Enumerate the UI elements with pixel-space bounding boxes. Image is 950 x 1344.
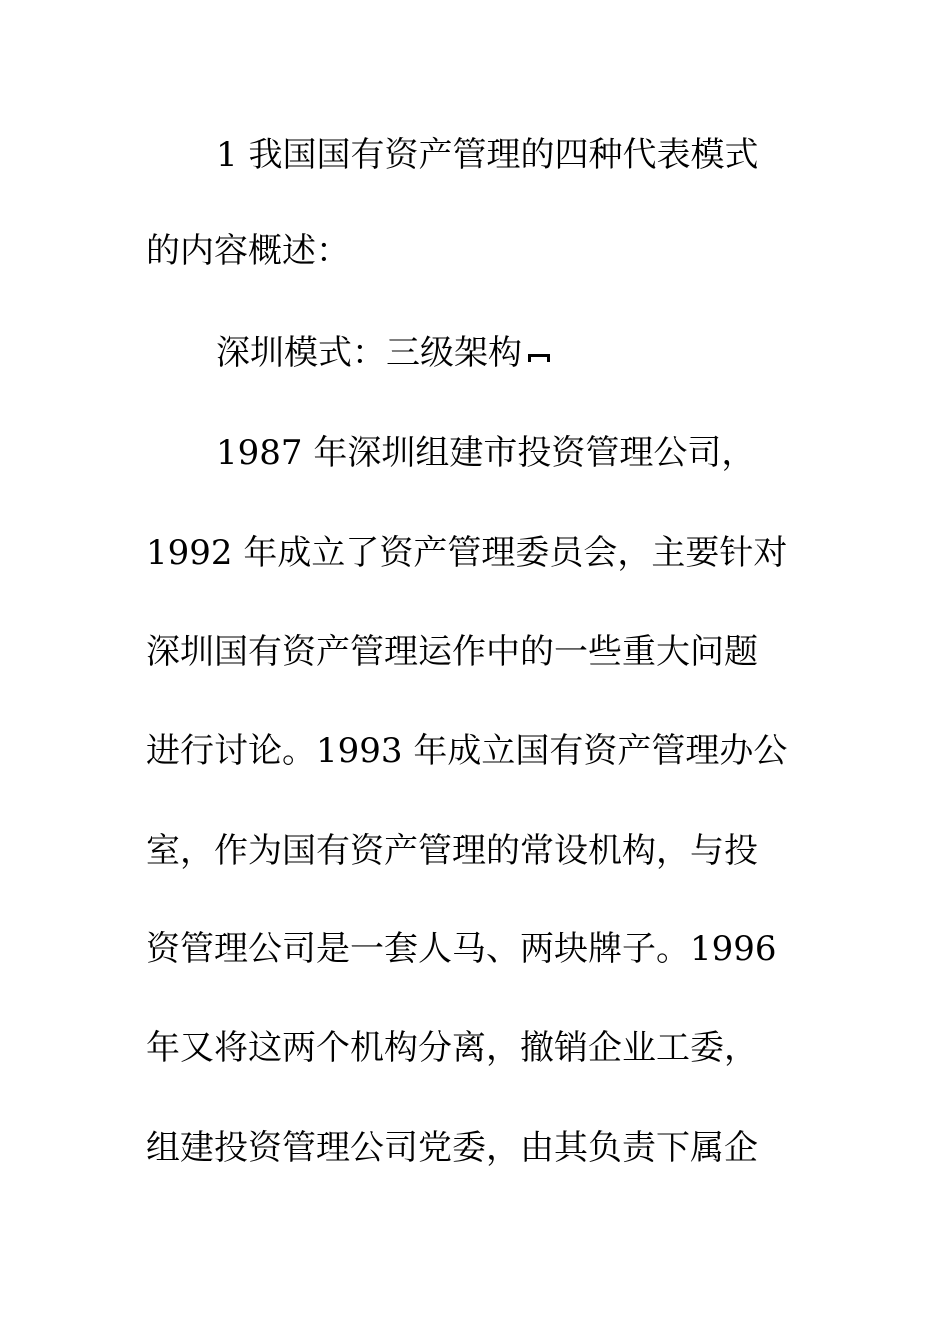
body-line-8: 组建投资管理公司党委，由其负责下属企 xyxy=(146,1128,758,1168)
body-line-2: 1992 年成立了资产管理委员会，主要针对 xyxy=(146,533,788,573)
body-line-6: 资管理公司是一套人马、两块牌子。1996 xyxy=(146,929,777,969)
cursor-mark-icon xyxy=(524,336,554,370)
body-line-1: 1987 年深圳组建市投资管理公司， xyxy=(216,433,756,473)
heading-line-1: 1 我国国有资产管理的四种代表模式 xyxy=(216,135,759,175)
body-line-5: 室，作为国有资产管理的常设机构，与投 xyxy=(146,831,758,871)
body-line-3: 深圳国有资产管理运作中的一些重大问题 xyxy=(146,632,758,672)
heading-line-2: 的内容概述： xyxy=(146,231,350,271)
subheading-text: 深圳模式：三级架构 xyxy=(216,333,522,373)
body-line-7: 年又将这两个机构分离，撤销企业工委， xyxy=(146,1028,758,1068)
body-line-4: 进行讨论。1993 年成立国有资产管理办公 xyxy=(146,731,788,771)
subheading-line xyxy=(216,333,796,373)
